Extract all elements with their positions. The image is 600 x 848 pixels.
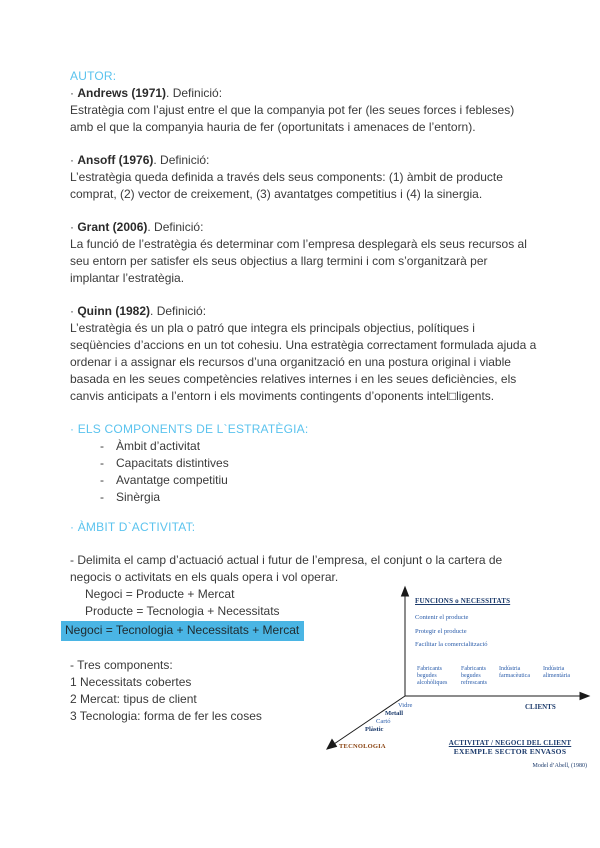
funcions-axis-title: FUNCIONS o NECESSITATS: [415, 597, 511, 605]
author-suffix: . Definició:: [150, 304, 207, 318]
clients-axis-label: CLIENTS: [525, 703, 556, 711]
funcio-item: Protegir el producte: [415, 628, 467, 635]
abell-diagram: [325, 583, 597, 793]
list-dash: -: [100, 490, 104, 504]
components-list: [70, 438, 538, 506]
author-definition-andrews: Estratègia com l’ajust entre el que la companyia pot fer (les seues forces i febleses) amb el que la companyia hauria de fer (oportunitats i amenaces de l’entorn).: [70, 103, 515, 134]
funcio-item: Facilitar la comercialització: [415, 641, 488, 648]
bullet: ·: [70, 220, 74, 234]
tecnologia-axis-label: TECNOLOGIA: [339, 743, 386, 750]
list-dash: -: [100, 439, 104, 453]
caption-line-1: ACTIVITAT / NEGOCI DEL CLIENT: [448, 739, 572, 747]
bullet: ·: [70, 86, 74, 100]
bullet: ·: [70, 153, 74, 167]
list-dash: -: [100, 456, 104, 470]
formula-line: Negoci = Producte + Mercat: [85, 587, 235, 601]
author-definition-quinn: L’estratègia és un pla o patró que integra els principals objectius, polítiques i seqüències d’accions en un tot cohesiu. Una estratègia correctament formulada ajuda a ordenar i a assignar els recursos d’una organització en una postura original i viable basada en les seues competències relatives internes i en les seues deficiències, els canvis anticipats a l’entorn i els moviments contingents d’oponents intel□ligents.: [70, 321, 537, 403]
author-name: Andrews (1971): [77, 86, 167, 100]
author-name: Quinn (1982): [77, 304, 151, 318]
formula-line: Producte = Tecnologia + Necessitats: [85, 604, 280, 618]
components-heading: · ELS COMPONENTS DE L`ESTRATÈGIA:: [70, 422, 309, 436]
author-suffix: . Definició:: [153, 153, 210, 167]
technology-item: Cartó: [376, 718, 391, 725]
technology-item: Plàstic: [365, 726, 384, 733]
delimita-paragraph: - Delimita el camp d’actuació actual i futur de l’empresa, el conjunt o la cartera de negocis o activitats en els quals opera i vol operar.: [70, 553, 503, 584]
author-title-quinn: [70, 303, 538, 320]
author-block-ansoff: [70, 152, 538, 203]
author-block-andrews: [70, 85, 538, 136]
funcio-item: Contenir el producte: [415, 614, 469, 621]
list-item: [70, 489, 538, 506]
caption-line-2: EXEMPLE SECTOR ENVASOS: [453, 747, 567, 756]
highlighted-formula: Negoci = Tecnologia + Necessitats + Mercat: [61, 621, 304, 641]
author-definition-ansoff: L’estratègia queda definida a través dels seus components: (1) àmbit de producte comprat, (2) vector de creixement, (3) avantatges competitius i (4) la sinergia.: [70, 170, 503, 201]
client-category: Fabricants begudes alcohòliques: [417, 666, 448, 686]
list-item: [70, 438, 538, 455]
bullet: ·: [70, 304, 74, 318]
component-line: 1 Necessitats cobertes: [70, 675, 192, 689]
list-item-label: Avantatge competitiu: [116, 473, 228, 487]
client-category: Indústria alimentària: [543, 666, 570, 679]
client-category: Indústria farmacèutica: [499, 666, 530, 679]
diagram-caption: [428, 739, 592, 756]
client-category: Fabricants begudes refrescants: [461, 666, 487, 686]
author-block-grant: [70, 219, 538, 287]
list-item-label: Sinèrgia: [116, 490, 161, 504]
author-title-ansoff: [70, 152, 538, 169]
author-title-grant: [70, 219, 538, 236]
list-item: [70, 455, 538, 472]
ambit-heading: · ÀMBIT D`ACTIVITAT:: [70, 520, 196, 534]
tres-components-title: - Tres components:: [70, 658, 173, 672]
technology-item: Vidre: [398, 702, 413, 709]
author-suffix: . Definició:: [166, 86, 223, 100]
list-dash: -: [100, 473, 104, 487]
component-line: 3 Tecnologia: forma de fer les coses: [70, 709, 262, 723]
author-suffix: . Definició:: [147, 220, 204, 234]
diagram-attribution: Model d’Abell, (1980): [532, 763, 587, 769]
author-definition-grant: La funció de l’estratègia és determinar com l’empresa desplegarà els seus recursos al seu entorn per satisfer els seus objectius a llarg termini i com s’organitzarà per implantar l’estratègia.: [70, 237, 527, 285]
author-block-quinn: [70, 303, 538, 405]
list-item-label: Capacitats distintives: [116, 456, 229, 470]
component-line: 2 Mercat: tipus de client: [70, 692, 197, 706]
autor-heading: AUTOR:: [70, 69, 117, 83]
author-name: Ansoff (1976): [77, 153, 154, 167]
technology-item: Metall: [385, 710, 404, 717]
list-item: [70, 472, 538, 489]
author-title-andrews: [70, 85, 538, 102]
author-name: Grant (2006): [77, 220, 148, 234]
list-item-label: Àmbit d’activitat: [116, 439, 201, 453]
